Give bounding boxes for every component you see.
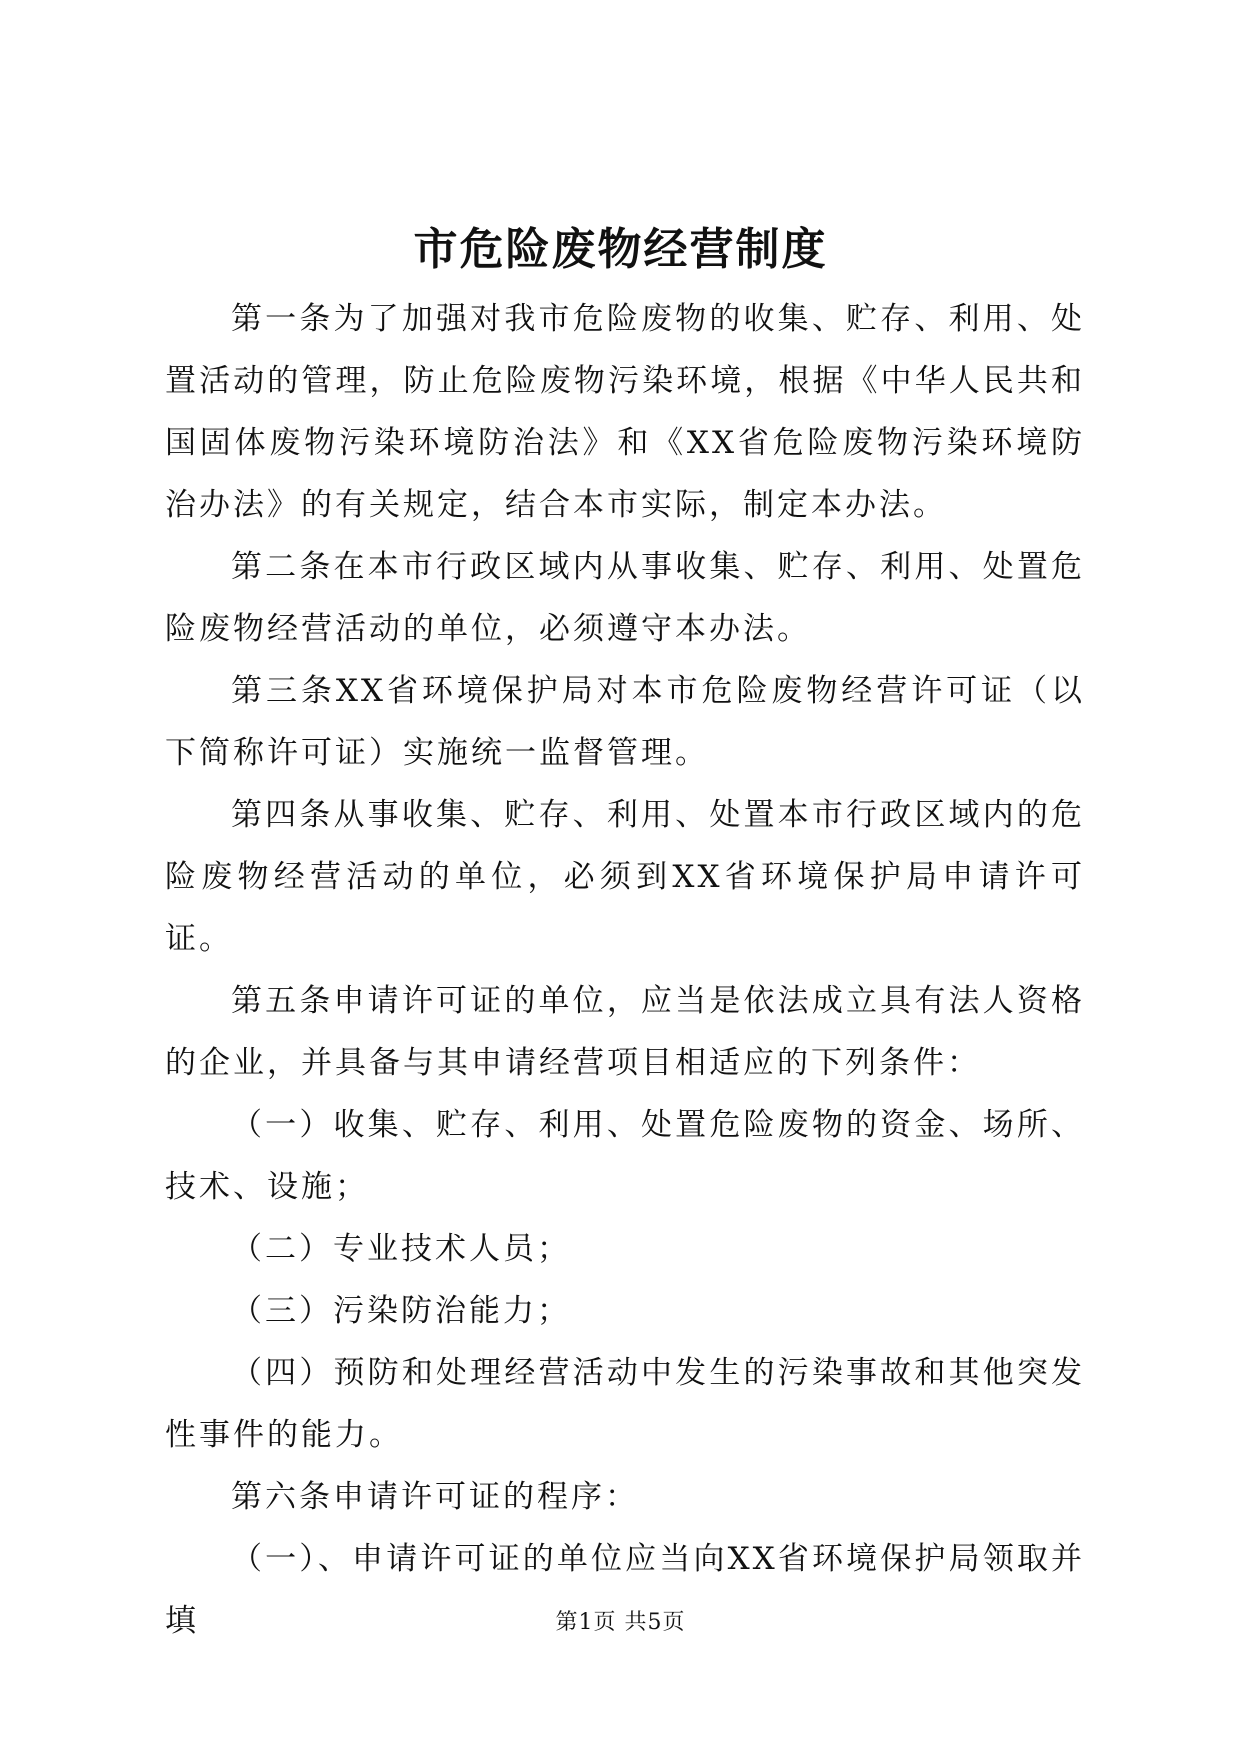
- article-2-paragraph: 第二条在本市行政区域内从事收集、贮存、利用、处置危险废物经营活动的单位，必须遵守本办法。: [165, 549, 1085, 647]
- condition-item-1: （一）收集、贮存、利用、处置危险废物的资金、场所、技术、设施；: [165, 1107, 1085, 1205]
- condition-item-2: （二）专业技术人员；: [231, 1231, 571, 1267]
- article-3-paragraph: 第三条XX省环境保护局对本市危险废物经营许可证（以下简称许可证）实施统一监督管理。: [165, 673, 1085, 771]
- article-4-paragraph: 第四条从事收集、贮存、利用、处置本市行政区域内的危险废物经营活动的单位，必须到XX省环境保护局申请许可证。: [165, 797, 1085, 957]
- article-6-paragraph: 第六条申请许可证的程序：: [231, 1479, 639, 1515]
- document-title: 市危险废物经营制度: [413, 224, 828, 275]
- page-number-footer: 第1页 共5页: [555, 1610, 686, 1635]
- condition-item-4: （四）预防和处理经营活动中发生的污染事故和其他突发性事件的能力。: [165, 1355, 1085, 1453]
- document-body: [165, 288, 1085, 1652]
- procedure-item-1: （一）、申请许可证的单位应当向XX省环境保护局领取并填: [165, 1541, 1085, 1639]
- article-1-paragraph: 第一条为了加强对我市危险废物的收集、贮存、利用、处置活动的管理，防止危险废物污染环境，根据《中华人民共和国固体废物污染环境防治法》和《XX省危险废物污染环境防治办法》的有关规定，结合本市实际，制定本办法。: [165, 301, 1085, 523]
- article-5-paragraph: 第五条申请许可证的单位，应当是依法成立具有法人资格的企业，并具备与其申请经营项目相适应的下列条件：: [165, 983, 1085, 1081]
- condition-item-3: （三）污染防治能力；: [231, 1293, 571, 1329]
